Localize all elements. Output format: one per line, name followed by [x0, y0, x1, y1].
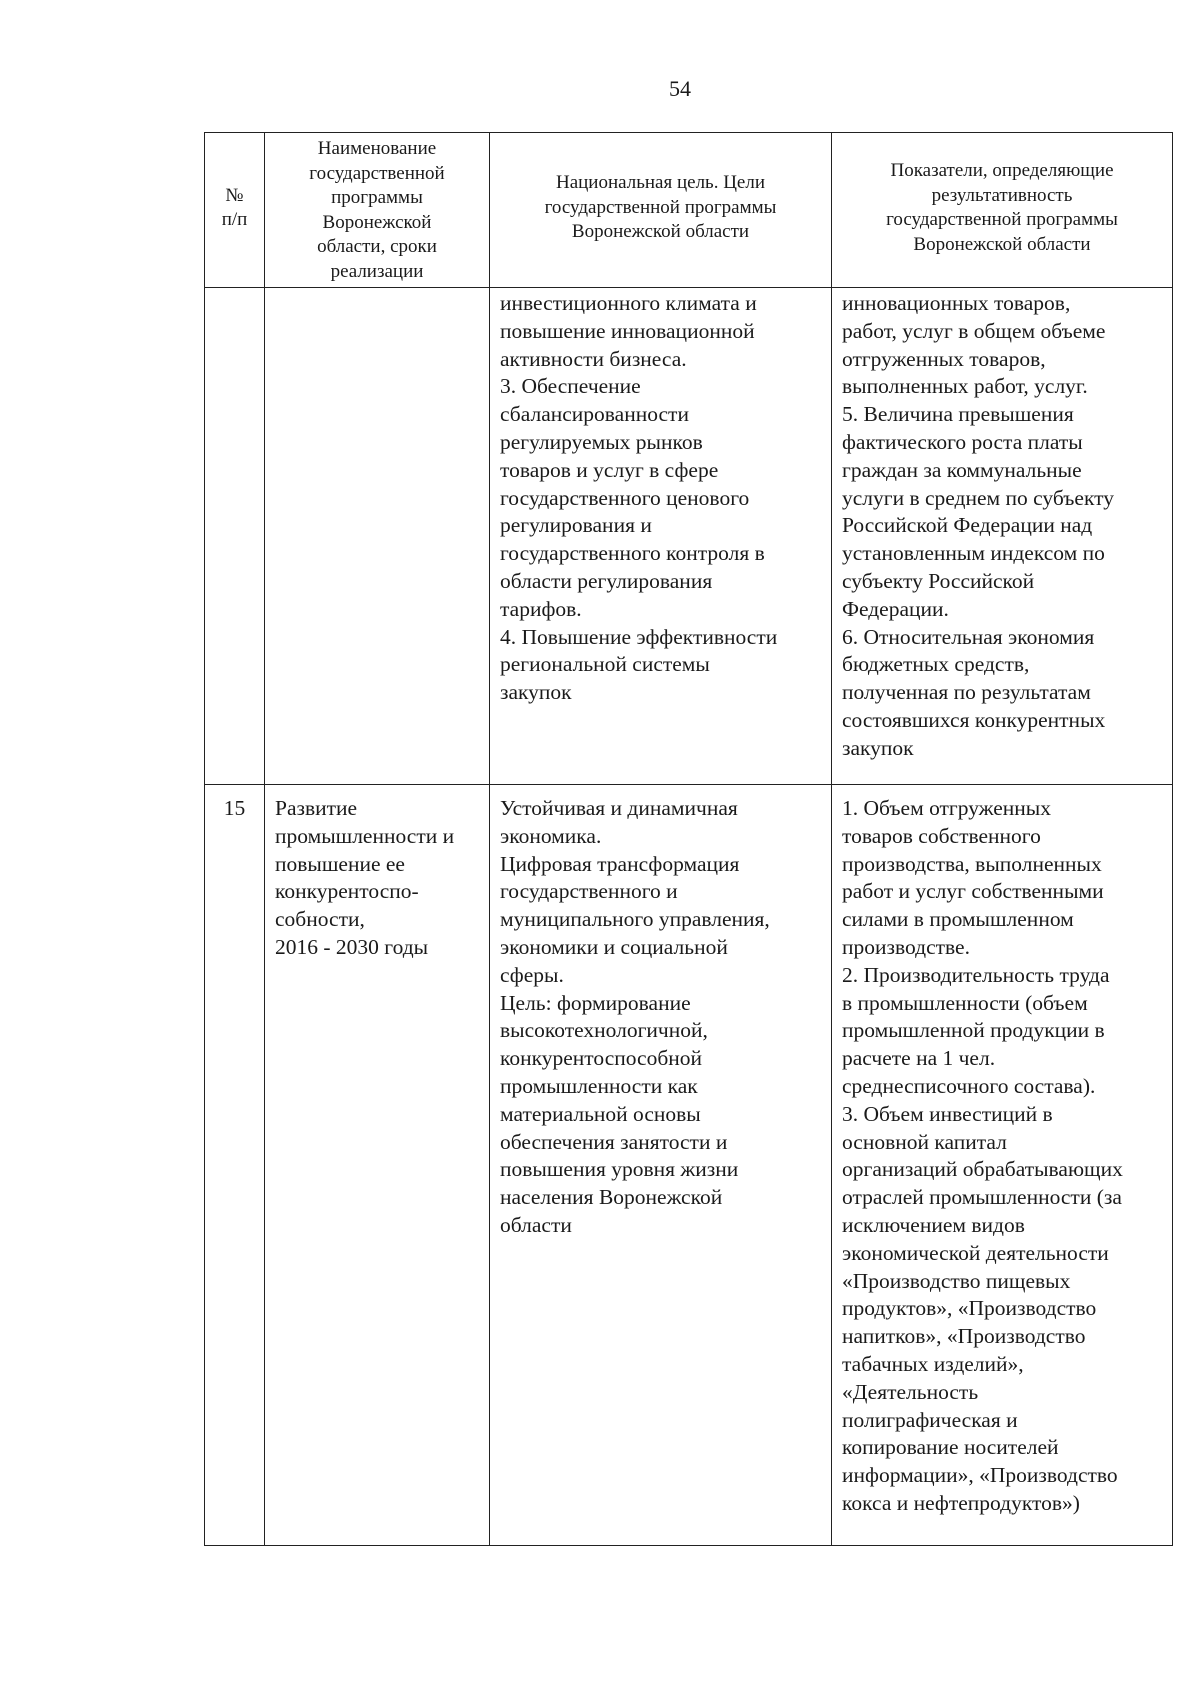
row-indicators-cell: 1. Объем отгруженных товаров собственного производства, выполненных работ и услуг собственными силами в промышленном производстве. 2. Производительность труда в промышленности (объем промышленной продукции в расчете на 1 чел. среднесписочного состава). 3. Объем инвестиций в основной капитал организаций обрабатывающих отраслей промышленности (за исключением видов экономической деятельности «Производство пищевых продуктов», «Производство напитков», «Производство табачных изделий», «Деятельность полиграфическая и копирование носителей информации», «Производство кокса и нефтепродуктов»)	[832, 785, 1173, 1546]
row-program-cell	[265, 288, 490, 785]
row-goals-cell: инвестиционного климата и повышение инновационной активности бизнеса. 3. Обеспечение сбалансированности регулируемых рынков товаров и услуг в сфере государственного ценового регулирования и государственного контроля в области регулирования тарифов. 4. Повышение эффективности региональной системы закупок	[490, 288, 832, 785]
header-program-name: Наименование государственной программы Воронежской области, сроки реализации	[265, 133, 490, 288]
table-row	[205, 785, 1173, 1546]
row-program-cell: Развитие промышленности и повышение ее конкурентоспо- собности, 2016 - 2030 годы	[265, 785, 490, 1546]
table-header-row	[205, 133, 1173, 288]
page-number: 54	[669, 76, 691, 101]
header-number: № п/п	[205, 133, 265, 288]
table-row	[205, 288, 1173, 785]
row-goals-cell: Устойчивая и динамичная экономика. Цифровая трансформация государственного и муниципального управления, экономики и социальной сферы. Цель: формирование высокотехнологичной, конкурентоспособной промышленности как материальной основы обеспечения занятости и повышения уровня жизни населения Воронежской области	[490, 785, 832, 1546]
row-number-cell	[205, 288, 265, 785]
programs-table	[204, 132, 1173, 1546]
row-indicators-cell: инновационных товаров, работ, услуг в общем объеме отгруженных товаров, выполненных работ, услуг. 5. Величина превышения фактического роста платы граждан за коммунальные услуги в среднем по субъекту Российской Федерации над установленным индексом по субъекту Российской Федерации. 6. Относительная экономия бюджетных средств, полученная по результатам состоявшихся конкурентных закупок	[832, 288, 1173, 785]
header-indicators: Показатели, определяющие результативность государственной программы Воронежской области	[832, 133, 1173, 288]
row-number-cell: 15	[205, 785, 265, 1546]
header-goals: Национальная цель. Цели государственной программы Воронежской области	[490, 133, 832, 288]
